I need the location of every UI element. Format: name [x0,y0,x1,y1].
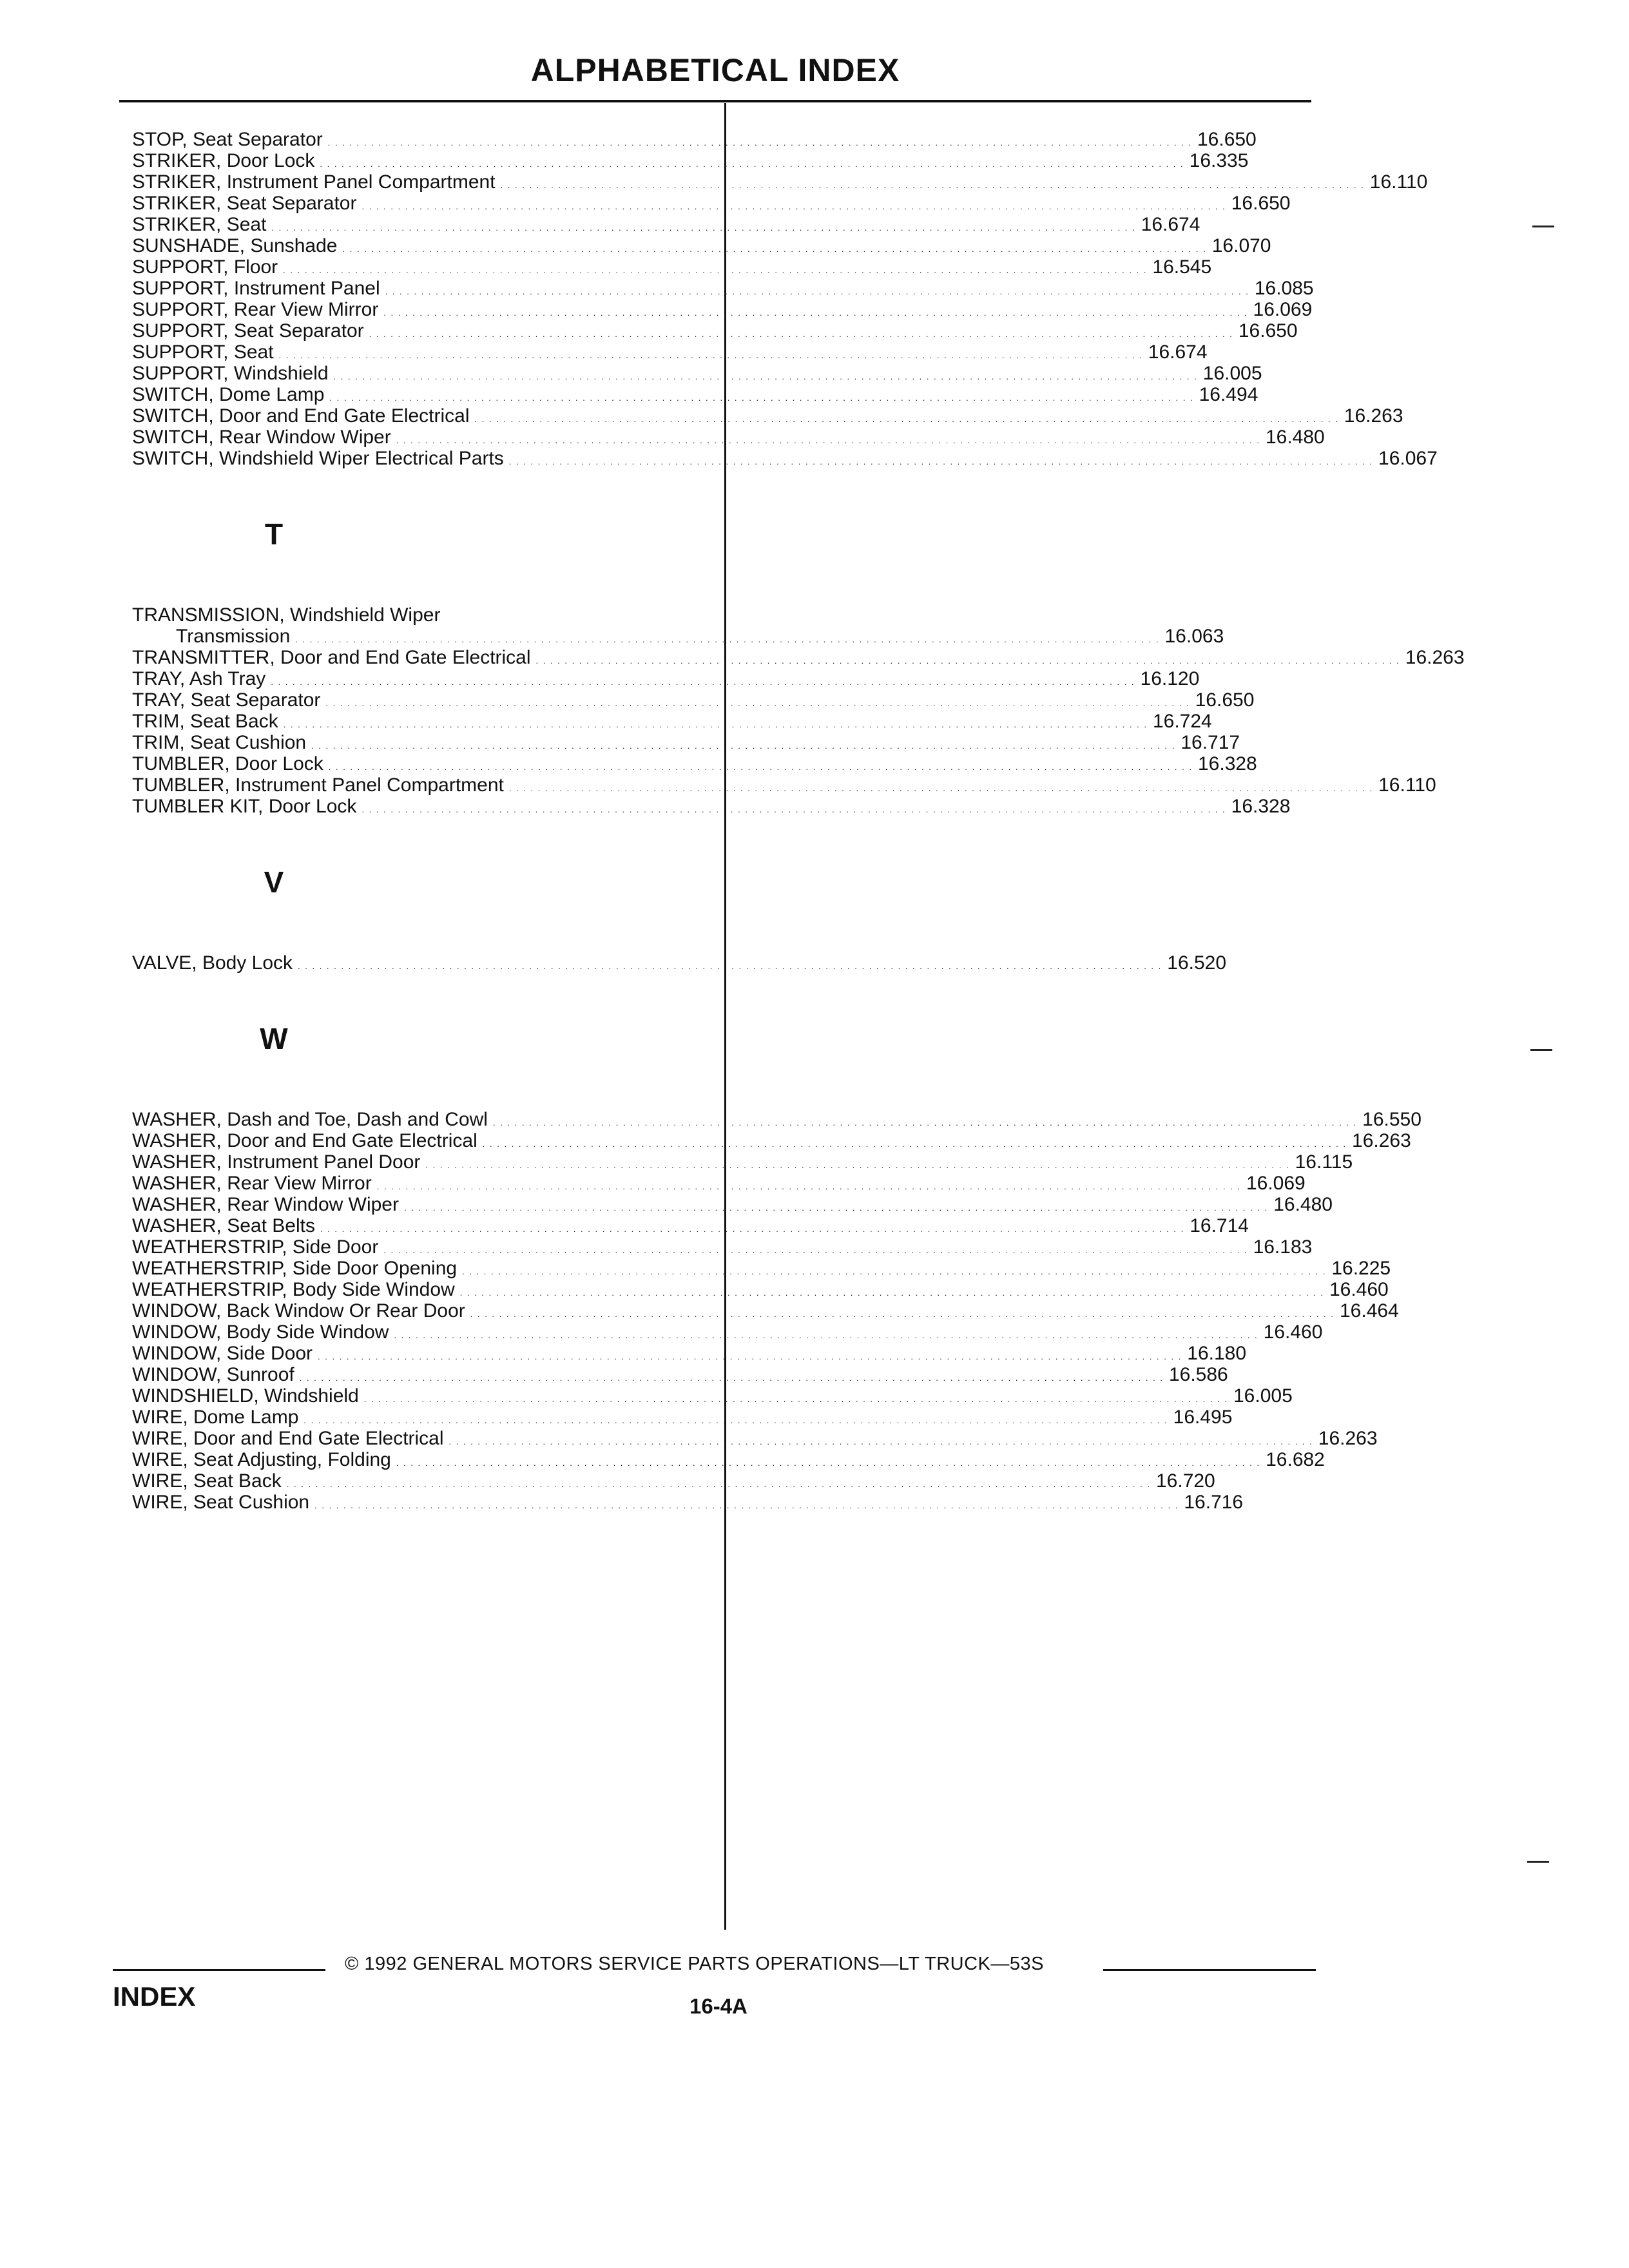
index-entry [132,235,1271,256]
entry-label: SWITCH, Windshield Wiper Electrical Parts [132,448,504,469]
entry-page-number: 16.495 [1173,1407,1233,1428]
index-entry [132,384,1258,405]
dot-leader: . . . . . . . . . . . . . . . . . . . . . . . . . . . . . . . . . . . . . . . . . . . . . . . . . . . . . . . . . . . . . . . . . . . . . . . . . . . . . . . . . . . . . . . . . . . . . . . . . . . . . . . . . . . . . . . . . . . . . . . . [271,677,1135,687]
section-letter: T [264,517,284,551]
entry-label: WEATHERSTRIP, Side Door Opening [132,1258,458,1279]
entry-label: SUPPORT, Seat Separator [132,320,364,341]
entry-label: WASHER, Instrument Panel Door [132,1151,421,1173]
entry-page-number: 16.328 [1197,753,1257,774]
entry-label: SWITCH, Rear Window Wiper [132,427,391,448]
entry-label: SUPPORT, Seat [132,341,274,363]
index-entry [132,1470,1215,1492]
index-entry [132,1343,1247,1364]
dot-leader: . . . . . . . . . . . . . . . . . . . . . . . . . . . . . . . . . . . . . . . . . . . . . . . . . . . . . . . . . . . . . . . . . . . . . . . . . . . . . . . . . . . . . . . . . . . . . . . . . . . . . . . . . . . . . . . . . . . . . . . . [328,762,1193,772]
entry-label: WASHER, Seat Belts [132,1215,315,1236]
dot-leader: . . . . . . . . . . . . . . . . . . . . . . . . . . . . . . . . . . . . . . . . . . . . . . . . . . . . . . . . . . . . . . . . . . . . . . . . . . . . . . . . . . . . . . . . . . . . . . . . . . . . . . . . . . . . . . . . . . . . . . . . [535,656,1400,666]
entry-page-number: 16.115 [1295,1151,1353,1173]
dot-leader: . . . . . . . . . . . . . . . . . . . . . . . . . . . . . . . . . . . . . . . . . . . . . . . . . . . . . . . . . . . . . . . . . . . . . . . . . . . . . . . . . . . . . . . . . . . . . . . . . . . . . . . . . . . . . . . . . . . . . . . . [474,414,1339,424]
entry-label: STOP, Seat Separator [132,129,323,150]
dot-leader: . . . . . . . . . . . . . . . . . . . . . . . . . . . . . . . . . . . . . . . . . . . . . . . . . . . . . . . . . . . . . . . . . . . . . . . . . . . . . . . . . . . . . . . . . . . . . . . . . . . . . . . . . . . . . . . . . . . . . . . . [325,698,1190,708]
entry-label: TUMBLER, Door Lock [132,753,323,774]
entry-label: WASHER, Door and End Gate Electrical [132,1130,477,1151]
dot-leader: . . . . . . . . . . . . . . . . . . . . . . . . . . . . . . . . . . . . . . . . . . . . . . . . . . . . . . . . . . . . . . . . . . . . . . . . . . . . . . . . . . . . . . . . . . . . . . . . . . . . . . . . . . . . . . . . . . . . . . . . [342,244,1207,254]
entry-label: WIRE, Seat Adjusting, Folding [132,1449,391,1470]
entry-page-number: 16.650 [1197,129,1257,150]
entry-page-number: 16.110 [1378,774,1436,796]
entry-page-number: 16.480 [1273,1194,1333,1215]
entry-label: TRANSMITTER, Door and End Gate Electrical [132,647,531,668]
index-entry [132,753,1257,774]
entry-page-number: 16.460 [1329,1279,1389,1300]
footer-rule-right [1103,1969,1316,1971]
entry-label: TRAY, Seat Separator [132,689,321,711]
entry-label: WIRE, Seat Cushion [132,1492,310,1513]
dot-leader: . . . . . . . . . . . . . . . . . . . . . . . . . . . . . . . . . . . . . . . . . . . . . . . . . . . . . . . . . . . . . . . . . . . . . . . . . . . . . . . . . . . . . . . . . . . . . . . . . . . . . . . . . . . . . . . . . . . . . . . . [462,1267,1327,1276]
entry-page-number: 16.263 [1344,405,1403,427]
index-entry [132,1321,1323,1343]
index-entry [132,1492,1244,1513]
dot-leader: . . . . . . . . . . . . . . . . . . . . . . . . . . . . . . . . . . . . . . . . . . . . . . . . . . . . . . . . . . . . . . . . . . . . . . . . . . . . . . . . . . . . . . . . . . . . . . . . . . . . . . . . . . . . . . . . . . . . . . . . [283,720,1148,729]
dot-leader: . . . . . . . . . . . . . . . . . . . . . . . . . . . . . . . . . . . . . . . . . . . . . . . . . . . . . . . . . . . . . . . . . . . . . . . . . . . . . . . . . . . . . . . . . . . . . . . . . . . . . . . . . . . . . . . . . . . . . . . . [482,1139,1347,1149]
index-entry [132,256,1212,278]
entry-page-number: 16.545 [1152,256,1212,278]
page-title: ALPHABETICAL INDEX [530,52,900,88]
dot-leader: . . . . . . . . . . . . . . . . . . . . . . . . . . . . . . . . . . . . . . . . . . . . . . . . . . . . . . . . . . . . . . . . . . . . . . . . . . . . . . . . . . . . . . . . . . . . . . . . . . . . . . . . . . . . . . . . . . . . . . . . [394,1331,1258,1340]
index-entry [132,774,1436,796]
dot-leader: . . . . . . . . . . . . . . . . . . . . . . . . . . . . . . . . . . . . . . . . . . . . . . . . . . . . . . . . . . . . . . . . . . . . . . . . . . . . . . . . . . . . . . . . . . . . . . . . . . . . . . . . . . . . . . . . . . . . . . . . [508,457,1374,466]
entry-label: SWITCH, Dome Lamp [132,384,325,405]
index-entry [132,171,1428,193]
dot-leader: . . . . . . . . . . . . . . . . . . . . . . . . . . . . . . . . . . . . . . . . . . . . . . . . . . . . . . . . . . . . . . . . . . . . . . . . . . . . . . . . . . . . . . . . . . . . . . . . . . . . . . . . . . . . . . . . . . . . . . . . [396,436,1260,445]
dot-leader: . . . . . . . . . . . . . . . . . . . . . . . . . . . . . . . . . . . . . . . . . . . . . . . . . . . . . . . . . . . . . . . . . . . . . . . . . . . . . . . . . . . . . . . . . . . . . . . . . . . . . . . . . . . . . . . . . . . . . . . . [361,805,1226,814]
index-entry [132,1130,1411,1151]
dot-leader: . . . . . . . . . . . . . . . . . . . . . . . . . . . . . . . . . . . . . . . . . . . . . . . . . . . . . . . . . . . . . . . . . . . . . . . . . . . . . . . . . . . . . . . . . . . . . . . . . . . . . . . . . . . . . . . . . . . . . . . . [318,1352,1182,1361]
entry-page-number: 16.650 [1195,689,1255,711]
entry-page-number: 16.717 [1181,732,1240,753]
index-entry [132,1449,1325,1470]
index-entry [132,732,1240,753]
entry-page-number: 16.328 [1231,796,1291,817]
index-entry [132,1385,1293,1407]
entry-page-number: 16.120 [1140,668,1200,689]
entry-label: SUPPORT, Windshield [132,363,329,384]
dot-leader: . . . . . . . . . . . . . . . . . . . . . . . . . . . . . . . . . . . . . . . . . . . . . . . . . . . . . . . . . . . . . . . . . . . . . . . . . . . . . . . . . . . . . . . . . . . . . . . . . . . . . . . . . . . . . . . . . . . . . . . . [286,1479,1151,1489]
entry-label: WIRE, Dome Lamp [132,1407,299,1428]
dot-leader: . . . . . . . . . . . . . . . . . . . . . . . . . . . . . . . . . . . . . . . . . . . . . . . . . . . . . . . . . . . . . . . . . . . . . . . . . . . . . . . . . . . . . . . . . . . . . . . . . . . . . . . . . . . . . . . . . . . . . . . . [329,393,1194,403]
entry-label: VALVE, Body Lock [132,952,293,974]
index-entry [132,214,1200,235]
index-entry [132,299,1313,320]
dot-leader: . . . . . . . . . . . . . . . . . . . . . . . . . . . . . . . . . . . . . . . . . . . . . . . . . . . . . . . . . . . . . . . . . . . . . . . . . . . . . . . . . . . . . . . . . . . . . . . . . . . . . . . . . . . . . . . . . . . . . . . . [425,1160,1290,1170]
index-entry [132,1109,1422,1130]
entry-page-number: 16.263 [1318,1428,1378,1449]
index-entry [132,448,1438,469]
entry-label: WASHER, Rear Window Wiper [132,1194,399,1215]
entry-page-number: 16.005 [1233,1385,1293,1407]
entry-label: SUPPORT, Floor [132,256,278,278]
entry-label: WINDOW, Back Window Or Rear Door [132,1300,465,1321]
entry-page-number: 16.464 [1340,1300,1399,1321]
dot-leader: . . . . . . . . . . . . . . . . . . . . . . . . . . . . . . . . . . . . . . . . . . . . . . . . . . . . . . . . . . . . . . . . . . . . . . . . . . . . . . . . . . . . . . . . . . . . . . . . . . . . . . . . . . . . . . . . . . . . . . . . [508,783,1374,793]
margin-mark [1530,1049,1552,1051]
entry-label: WINDOW, Sunroof [132,1364,294,1385]
entry-page-number: 16.225 [1331,1258,1391,1279]
index-entry [132,320,1298,341]
entry-label: STRIKER, Seat [132,214,267,235]
entry-label: WASHER, Dash and Toe, Dash and Cowl [132,1109,488,1130]
entry-label: SUNSHADE, Sunshade [132,235,338,256]
entry-page-number: 16.586 [1168,1364,1228,1385]
index-entry [132,711,1212,732]
entry-page-number: 16.063 [1164,626,1224,647]
entry-page-number: 16.069 [1253,299,1313,320]
entry-label: WINDOW, Body Side Window [132,1321,389,1343]
entry-page-number: 16.714 [1190,1215,1249,1236]
entry-label: WINDSHIELD, Windshield [132,1385,359,1407]
dot-leader: . . . . . . . . . . . . . . . . . . . . . . . . . . . . . . . . . . . . . . . . . . . . . . . . . . . . . . . . . . . . . . . . . . . . . . . . . . . . . . . . . . . . . . . . . . . . . . . . . . . . . . . . . . . . . . . . . . . . . . . . [385,287,1249,296]
dot-leader: . . . . . . . . . . . . . . . . . . . . . . . . . . . . . . . . . . . . . . . . . . . . . . . . . . . . . . . . . . . . . . . . . . . . . . . . . . . . . . . . . . . . . . . . . . . . . . . . . . . . . . . . . . . . . . . . . . . . . . . . [320,1224,1185,1234]
footer-copyright: © 1992 GENERAL MOTORS SERVICE PARTS OPERATIONS—LT TRUCK—53S [345,1954,1044,1974]
entry-page-number: 16.335 [1189,150,1249,171]
dot-leader: . . . . . . . . . . . . . . . . . . . . . . . . . . . . . . . . . . . . . . . . . . . . . . . . . . . . . . . . . . . . . . . . . . . . . . . . . . . . . . . . . . . . . . . . . . . . . . . . . . . . . . . . . . . . . . . . . . . . . . . . [470,1309,1335,1319]
entry-label-continuation: Transmission [176,626,291,647]
footer-rule-left [113,1969,325,1971]
index-entry [132,1279,1389,1300]
index-entry [132,626,1224,647]
dot-leader: . . . . . . . . . . . . . . . . . . . . . . . . . . . . . . . . . . . . . . . . . . . . . . . . . . . . . . . . . . . . . . . . . . . . . . . . . . . . . . . . . . . . . . . . . . . . . . . . . . . . . . . . . . . . . . . . . . . . . . . . [299,1373,1164,1383]
entry-page-number: 16.674 [1148,341,1208,363]
index-entry [132,1151,1353,1173]
dot-leader: . . . . . . . . . . . . . . . . . . . . . . . . . . . . . . . . . . . . . . . . . . . . . . . . . . . . . . . . . . . . . . . . . . . . . . . . . . . . . . . . . . . . . . . . . . . . . . . . . . . . . . . . . . . . . . . . . . . . . . . . [396,1458,1261,1468]
margin-mark [1527,1861,1549,1863]
section-letter: W [260,1022,288,1055]
entry-page-number: 16.724 [1152,711,1212,732]
index-entry [132,1300,1399,1321]
index-entry [132,129,1257,150]
entry-page-number: 16.183 [1253,1236,1313,1258]
dot-leader: . . . . . . . . . . . . . . . . . . . . . . . . . . . . . . . . . . . . . . . . . . . . . . . . . . . . . . . . . . . . . . . . . . . . . . . . . . . . . . . . . . . . . . . . . . . . . . . . . . . . . . . . . . . . . . . . . . . . . . . . [363,1394,1228,1404]
dot-leader: . . . . . . . . . . . . . . . . . . . . . . . . . . . . . . . . . . . . . . . . . . . . . . . . . . . . . . . . . . . . . . . . . . . . . . . . . . . . . . . . . . . . . . . . . . . . . . . . . . . . . . . . . . . . . . . . . . . . . . . . [311,741,1176,751]
entry-label: TUMBLER KIT, Door Lock [132,796,357,817]
index-entry [132,668,1200,689]
margin-mark [1532,226,1554,227]
section-letter: V [264,865,284,899]
index-entry [132,1428,1378,1449]
entry-page-number: 16.180 [1187,1343,1247,1364]
dot-leader: . . . . . . . . . . . . . . . . . . . . . . . . . . . . . . . . . . . . . . . . . . . . . . . . . . . . . . . . . . . . . . . . . . . . . . . . . . . . . . . . . . . . . . . . . . . . . . . . . . . . . . . . . . . . . . . . . . . . . . . . [295,635,1160,644]
footer-section-name: INDEX [113,1981,196,2012]
entry-page-number: 16.263 [1405,647,1465,668]
entry-page-number: 16.520 [1167,952,1227,974]
entry-label: SUPPORT, Rear View Mirror [132,299,379,320]
dot-leader: . . . . . . . . . . . . . . . . . . . . . . . . . . . . . . . . . . . . . . . . . . . . . . . . . . . . . . . . . . . . . . . . . . . . . . . . . . . . . . . . . . . . . . . . . . . . . . . . . . . . . . . . . . . . . . . . . . . . . . . . [369,329,1233,339]
entry-label: TRIM, Seat Back [132,711,278,732]
dot-leader: . . . . . . . . . . . . . . . . . . . . . . . . . . . . . . . . . . . . . . . . . . . . . . . . . . . . . . . . . . . . . . . . . . . . . . . . . . . . . . . . . . . . . . . . . . . . . . . . . . . . . . . . . . . . . . . . . . . . . . . . [278,351,1143,360]
dot-leader: . . . . . . . . . . . . . . . . . . . . . . . . . . . . . . . . . . . . . . . . . . . . . . . . . . . . . . . . . . . . . . . . . . . . . . . . . . . . . . . . . . . . . . . . . . . . . . . . . . . . . . . . . . . . . . . . . . . . . . . . [383,308,1248,318]
entry-page-number: 16.494 [1199,384,1258,405]
entry-label: TUMBLER, Instrument Panel Compartment [132,774,504,796]
entry-label: SUPPORT, Instrument Panel [132,278,380,299]
dot-leader: . . . . . . . . . . . . . . . . . . . . . . . . . . . . . . . . . . . . . . . . . . . . . . . . . . . . . . . . . . . . . . . . . . . . . . . . . . . . . . . . . . . . . . . . . . . . . . . . . . . . . . . . . . . . . . . . . . . . . . . . [327,138,1192,148]
entry-label: WEATHERSTRIP, Body Side Window [132,1279,455,1300]
dot-leader: . . . . . . . . . . . . . . . . . . . . . . . . . . . . . . . . . . . . . . . . . . . . . . . . . . . . . . . . . . . . . . . . . . . . . . . . . . . . . . . . . . . . . . . . . . . . . . . . . . . . . . . . . . . . . . . . . . . . . . . . [376,1182,1241,1191]
index-entry [132,1364,1228,1385]
index-entry [132,150,1249,171]
dot-leader: . . . . . . . . . . . . . . . . . . . . . . . . . . . . . . . . . . . . . . . . . . . . . . . . . . . . . . . . . . . . . . . . . . . . . . . . . . . . . . . . . . . . . . . . . . . . . . . . . . . . . . . . . . . . . . . . . . . . . . . . [500,180,1365,190]
entry-page-number: 16.460 [1263,1321,1323,1343]
entry-label: TRIM, Seat Cushion [132,732,307,753]
dot-leader: . . . . . . . . . . . . . . . . . . . . . . . . . . . . . . . . . . . . . . . . . . . . . . . . . . . . . . . . . . . . . . . . . . . . . . . . . . . . . . . . . . . . . . . . . . . . . . . . . . . . . . . . . . . . . . . . . . . . . . . . [320,159,1184,169]
index-entry [132,193,1291,214]
index-entry [132,1194,1333,1215]
entry-page-number: 16.550 [1362,1109,1422,1130]
index-entry [132,796,1291,817]
dot-leader: . . . . . . . . . . . . . . . . . . . . . . . . . . . . . . . . . . . . . . . . . . . . . . . . . . . . . . . . . . . . . . . . . . . . . . . . . . . . . . . . . . . . . . . . . . . . . . . . . . . . . . . . . . . . . . . . . . . . . . . . [298,961,1162,971]
entry-label: SWITCH, Door and End Gate Electrical [132,405,470,427]
index-entry [132,341,1208,363]
entry-label: STRIKER, Seat Separator [132,193,357,214]
dot-leader: . . . . . . . . . . . . . . . . . . . . . . . . . . . . . . . . . . . . . . . . . . . . . . . . . . . . . . . . . . . . . . . . . . . . . . . . . . . . . . . . . . . . . . . . . . . . . . . . . . . . . . . . . . . . . . . . . . . . . . . . [314,1501,1179,1510]
index-entry [132,604,715,626]
entry-label: STRIKER, Door Lock [132,150,315,171]
index-entry [132,405,1403,427]
index-entry [132,363,1262,384]
index-entry [132,1215,1249,1236]
dot-leader: . . . . . . . . . . . . . . . . . . . . . . . . . . . . . . . . . . . . . . . . . . . . . . . . . . . . . . . . . . . . . . . . . . . . . . . . . . . . . . . . . . . . . . . . . . . . . . . . . . . . . . . . . . . . . . . . . . . . . . . . [361,202,1226,211]
index-entry [132,1236,1313,1258]
title-rule [119,100,1311,102]
index-entry [132,689,1255,711]
dot-leader: . . . . . . . . . . . . . . . . . . . . . . . . . . . . . . . . . . . . . . . . . . . . . . . . . . . . . . . . . . . . . . . . . . . . . . . . . . . . . . . . . . . . . . . . . . . . . . . . . . . . . . . . . . . . . . . . . . . . . . . . [271,223,1136,233]
entry-page-number: 16.716 [1184,1492,1244,1513]
index-entry [132,1407,1233,1428]
entry-page-number: 16.005 [1202,363,1262,384]
entry-page-number: 16.263 [1352,1130,1411,1151]
entry-page-number: 16.674 [1141,214,1200,235]
entry-label: STRIKER, Instrument Panel Compartment [132,171,496,193]
index-column [132,129,1465,1513]
entry-page-number: 16.480 [1265,427,1325,448]
index-entry [132,1258,1391,1279]
entry-page-number: 16.070 [1211,235,1271,256]
entry-label: TRANSMISSION, Windshield Wiper [132,604,441,626]
index-entry [132,952,1227,974]
entry-label: WIRE, Seat Back [132,1470,282,1492]
index-entry [132,1173,1306,1194]
entry-page-number: 16.720 [1155,1470,1215,1492]
entry-page-number: 16.085 [1254,278,1314,299]
index-entry [132,427,1325,448]
entry-label: WEATHERSTRIP, Side Door [132,1236,379,1258]
entry-label: WINDOW, Side Door [132,1343,313,1364]
dot-leader: . . . . . . . . . . . . . . . . . . . . . . . . . . . . . . . . . . . . . . . . . . . . . . . . . . . . . . . . . . . . . . . . . . . . . . . . . . . . . . . . . . . . . . . . . . . . . . . . . . . . . . . . . . . . . . . . . . . . . . . . [304,1416,1168,1425]
entry-label: WIRE, Door and End Gate Electrical [132,1428,444,1449]
footer-page-number: 16-4A [689,1994,747,2018]
entry-label: WASHER, Rear View Mirror [132,1173,372,1194]
dot-leader: . . . . . . . . . . . . . . . . . . . . . . . . . . . . . . . . . . . . . . . . . . . . . . . . . . . . . . . . . . . . . . . . . . . . . . . . . . . . . . . . . . . . . . . . . . . . . . . . . . . . . . . . . . . . . . . . . . . . . . . . [383,1245,1248,1255]
entry-page-number: 16.650 [1231,193,1291,214]
dot-leader: . . . . . . . . . . . . . . . . . . . . . . . . . . . . . . . . . . . . . . . . . . . . . . . . . . . . . . . . . . . . . . . . . . . . . . . . . . . . . . . . . . . . . . . . . . . . . . . . . . . . . . . . . . . . . . . . . . . . . . . . [492,1118,1358,1128]
entry-page-number: 16.110 [1369,171,1428,193]
dot-leader: . . . . . . . . . . . . . . . . . . . . . . . . . . . . . . . . . . . . . . . . . . . . . . . . . . . . . . . . . . . . . . . . . . . . . . . . . . . . . . . . . . . . . . . . . . . . . . . . . . . . . . . . . . . . . . . . . . . . . . . . [459,1288,1324,1298]
dot-leader: . . . . . . . . . . . . . . . . . . . . . . . . . . . . . . . . . . . . . . . . . . . . . . . . . . . . . . . . . . . . . . . . . . . . . . . . . . . . . . . . . . . . . . . . . . . . . . . . . . . . . . . . . . . . . . . . . . . . . . . . [448,1437,1313,1446]
entry-page-number: 16.650 [1238,320,1298,341]
dot-leader: . . . . . . . . . . . . . . . . . . . . . . . . . . . . . . . . . . . . . . . . . . . . . . . . . . . . . . . . . . . . . . . . . . . . . . . . . . . . . . . . . . . . . . . . . . . . . . . . . . . . . . . . . . . . . . . . . . . . . . . . [283,265,1148,275]
index-entry [132,278,1314,299]
entry-page-number: 16.069 [1246,1173,1306,1194]
entry-page-number: 16.682 [1266,1449,1325,1470]
dot-leader: . . . . . . . . . . . . . . . . . . . . . . . . . . . . . . . . . . . . . . . . . . . . . . . . . . . . . . . . . . . . . . . . . . . . . . . . . . . . . . . . . . . . . . . . . . . . . . . . . . . . . . . . . . . . . . . . . . . . . . . . [403,1203,1269,1213]
dot-leader: . . . . . . . . . . . . . . . . . . . . . . . . . . . . . . . . . . . . . . . . . . . . . . . . . . . . . . . . . . . . . . . . . . . . . . . . . . . . . . . . . . . . . . . . . . . . . . . . . . . . . . . . . . . . . . . . . . . . . . . . [333,372,1198,381]
entry-label: TRAY, Ash Tray [132,668,266,689]
index-entry [132,647,1465,668]
entry-page-number: 16.067 [1378,448,1438,469]
